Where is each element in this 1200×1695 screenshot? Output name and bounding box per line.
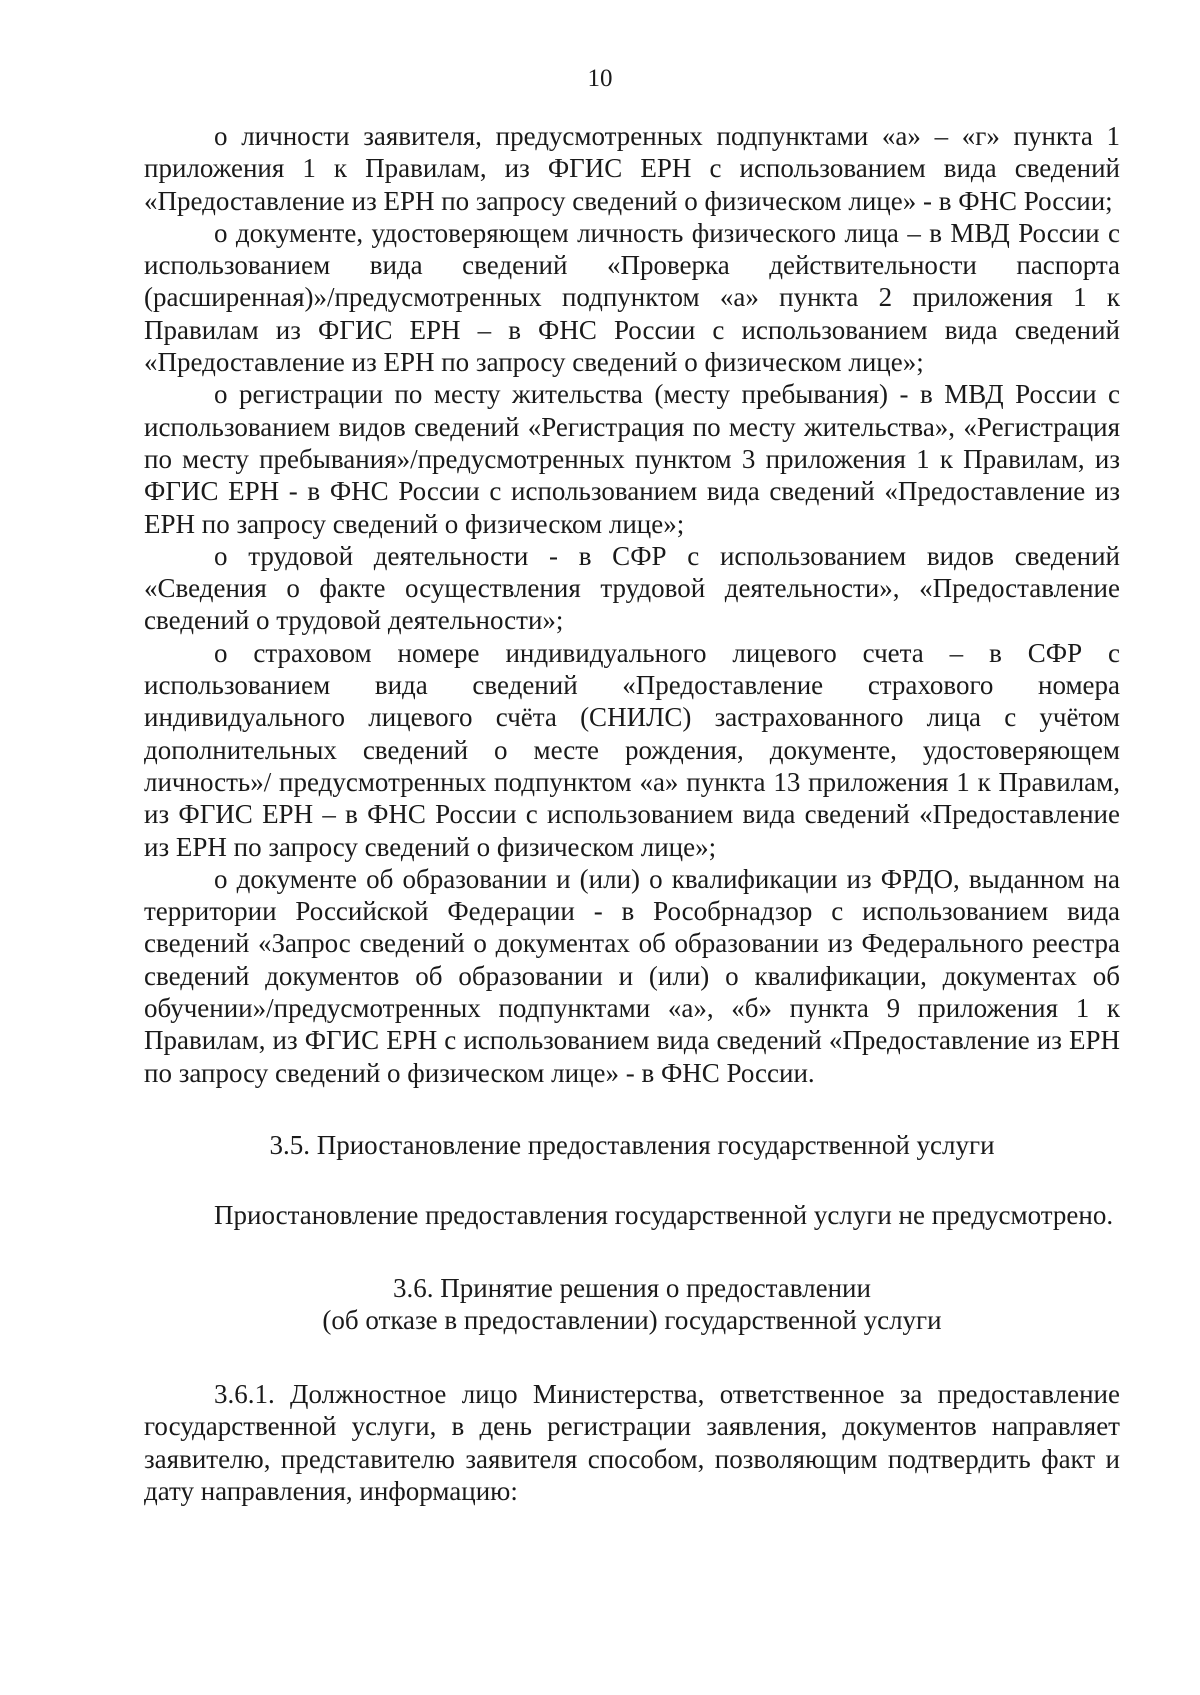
spacer (144, 1336, 1120, 1378)
paragraph-identity-info: о личности заявителя, предусмотренных подпунктами «а» – «г» пункта 1 приложения 1 к Правилам, из ФГИС ЕРН с использованием вида сведений «Предоставление из ЕРН по запросу сведений о физическом лице» - в ФНС России; (144, 121, 1120, 216)
spacer (144, 1161, 1120, 1199)
spacer (144, 1089, 1120, 1129)
page-number: 10 (587, 65, 613, 92)
paragraph-3-6-1: 3.6.1. Должностное лицо Министерства, ответственное за предоставление государственной услуги, в день регистрации заявления, документов направляет заявителю, представителю заявителя способом, позволяющим подтвердить факт и дату направления, информацию: (144, 1379, 1120, 1506)
document-body (144, 120, 1120, 1507)
paragraph-identity-document: о документе, удостоверяющем личность физического лица – в МВД России с использованием вида сведений «Проверка действительности паспорта (расширенная)»/предусмотренных подпунктом «а» пункта 2 приложения 1 к Правилам из ФГИС ЕРН – в ФНС России с использованием вида сведений «Предоставление из ЕРН по запросу сведений о физическом лице»; (144, 217, 1120, 378)
paragraph-snils: о страховом номере индивидуального лицевого счета – в СФР с использованием вида сведений «Предоставление страхового номера индивидуального лицевого счёта (СНИЛС) застрахованного лица с учётом дополнительных сведений о месте рождения, документе, удостоверяющем личность»/ предусмотренных подпунктом «а» пункта 13 приложения 1 к Правилам, из ФГИС ЕРН – в ФНС России с использованием вида сведений «Предоставление из ЕРН по запросу сведений о физическом лице»; (144, 637, 1120, 862)
section-3-5-body: Приостановление предоставления государственной услуги не предусмотрено. (214, 1200, 1114, 1231)
section-3-6-heading-line-2: (об отказе в предоставлении) государственной услуги (322, 1304, 942, 1335)
paragraph-registration: о регистрации по месту жительства (месту пребывания) - в МВД России с использованием видов сведений «Регистрация по месту жительства», «Регистрация по месту пребывания»/предусмотренных пунктом 3 приложения 1 к Правилам, из ФГИС ЕРН - в ФНС России с использованием вида сведений «Предоставление из ЕРН по запросу сведений о физическом лице»; (144, 379, 1120, 539)
spacer (144, 1232, 1120, 1272)
paragraph-labor-activity: о трудовой деятельности - в СФР с использованием видов сведений «Сведения о факте осуществления трудовой деятельности», «Предоставление сведений о трудовой деятельности»; (144, 540, 1120, 636)
section-3-5-heading: 3.5. Приостановление предоставления государственной услуги (269, 1129, 995, 1160)
paragraph-education-document: о документе об образовании и (или) о квалификации из ФРДО, выданном на территории Российской Федерации - в Рособрнадзор с использованием вида сведений «Запрос сведений о документах об образовании из Федерального реестра сведений документов об образовании и (или) о квалификации, документах об обучении»/предусмотренных подпунктами «а», «б» пункта 9 приложения 1 к Правилам, из ФГИС ЕРН с использованием вида сведений «Предоставление из ЕРН по запросу сведений о физическом лице» - в ФНС России. (144, 863, 1120, 1088)
section-3-6-heading-line-1: 3.6. Принятие решения о предоставлении (393, 1272, 871, 1303)
